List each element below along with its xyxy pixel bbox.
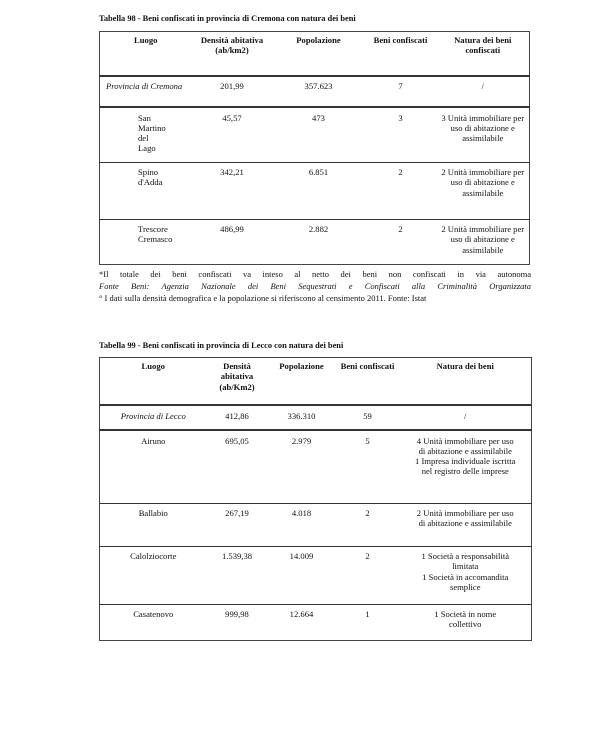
cell-beni: 2 [365, 551, 370, 561]
table-row [100, 547, 532, 605]
cell-densita: 999,98 [225, 609, 249, 619]
cell-natura: 2 Unità immobiliare per uso di abitazione e assimilabile [441, 167, 525, 198]
table-row [100, 405, 532, 430]
cell-densita: 412,86 [225, 410, 249, 421]
header-densita: Densità abitativa (ab/km2) [200, 35, 264, 56]
cell-densita: 486,99 [220, 224, 244, 234]
table-row [100, 163, 530, 220]
note-totale: *Il totale dei beni confiscati va inteso al netto dei beni non confiscati in via autonoma [99, 269, 531, 279]
natura-item: 4 Unità immobiliare per uso di abitazione e assimilabile [416, 435, 514, 456]
cell-beni: 3 [398, 112, 403, 123]
cell-popolazione: 2.882 [308, 224, 329, 234]
table99 [99, 357, 532, 641]
table-row [100, 605, 532, 641]
header-natura: Natura dei beni confiscati [454, 35, 512, 56]
table98-caption: Tabella 98 - Beni confiscati in provincia di Cremona con natura dei beni [99, 14, 356, 23]
cell-natura [400, 605, 532, 641]
cell-popolazione: 357.623 [304, 80, 333, 91]
header-densita: Densità abitativa (ab/Km2) [219, 361, 255, 392]
cell-natura: 2 Unità immobiliare per uso di abitazione e assimilabile [441, 224, 525, 255]
cell-densita: 342,21 [220, 167, 244, 177]
cell-beni: 2 [398, 167, 403, 177]
cell-luogo: Provincia di Cremona [106, 80, 183, 91]
header-beni: Beni confiscati [340, 361, 395, 371]
cell-beni: 1 [365, 609, 370, 619]
cell-beni: 2 [398, 224, 403, 234]
table98-header-row [100, 32, 530, 76]
cell-luogo: Calolziocorte [130, 551, 177, 561]
cell-popolazione: 2.979 [291, 435, 312, 446]
cell-densita: 201,99 [220, 80, 244, 91]
natura-item: 2 Unità immobiliare per uso di abitazione e assimilabile [416, 508, 514, 529]
table98 [99, 31, 530, 265]
header-popolazione: Popolazione [279, 361, 324, 371]
header-luogo: Luogo [141, 361, 165, 371]
cell-popolazione: 14.009 [289, 551, 314, 561]
cell-popolazione: 336.310 [287, 410, 316, 421]
cell-luogo: Casatenovo [133, 609, 174, 619]
cell-natura: / [481, 80, 484, 91]
cell-beni: 2 [365, 508, 370, 518]
table-row [100, 107, 530, 163]
header-beni: Beni confiscati [373, 35, 428, 45]
natura-item: 1 Società in nome collettivo [434, 609, 497, 630]
cell-natura [400, 547, 532, 605]
table99-header-row [100, 358, 532, 405]
table99-caption: Tabella 99 - Beni confiscati in provincia di Lecco con natura dei beni [99, 341, 344, 350]
table-row [100, 430, 532, 504]
cell-luogo: San Martino del Lago [138, 112, 166, 154]
cell-natura: 3 Unità immobiliare per uso di abitazione e assimilabile [441, 112, 525, 144]
note-istat: ° I dati sulla densità demografica e la popolazione si riferiscono al censimento 2011. Fonte: Istat [99, 293, 427, 303]
cell-luogo: Airuno [141, 435, 166, 446]
table-row [100, 76, 530, 107]
cell-natura [400, 430, 532, 504]
cell-beni: 7 [398, 80, 403, 91]
cell-densita: 45,57 [222, 112, 242, 123]
cell-luogo: Ballabio [138, 508, 168, 518]
table-row [100, 220, 530, 265]
natura-item: 1 Società in accomandita semplice [422, 571, 509, 592]
cell-densita: 267,19 [225, 508, 249, 518]
header-luogo: Luogo [134, 35, 158, 45]
cell-luogo: Spino d'Adda [138, 167, 163, 188]
cell-densita: 1.539,38 [221, 551, 253, 561]
cell-densita: 695,05 [225, 435, 249, 446]
cell-popolazione: 6.851 [308, 167, 329, 177]
header-popolazione: Popolazione [296, 35, 341, 45]
cell-popolazione: 4.018 [291, 508, 312, 518]
natura-item: 1 Società a responsabilità limitata [421, 551, 510, 572]
cell-luogo: Trescore Cremasco [138, 224, 173, 245]
table-row [100, 504, 532, 547]
table98-notes [99, 268, 531, 304]
cell-beni: 5 [365, 435, 370, 446]
header-natura: Natura dei beni [436, 361, 494, 371]
natura-item: 1 Impresa individuale iscritta nel registro delle imprese [415, 456, 516, 477]
cell-luogo: Provincia di Lecco [120, 410, 186, 421]
cell-popolazione: 12.664 [289, 609, 314, 619]
cell-natura: / [464, 410, 467, 421]
cell-natura [400, 504, 532, 547]
note-fonte: Fonte Beni: Agenzia Nazionale dei Beni Sequestrati e Confiscati alla Criminalità Organizzata [99, 281, 531, 291]
cell-popolazione: 473 [312, 112, 325, 123]
cell-beni: 59 [363, 410, 372, 421]
